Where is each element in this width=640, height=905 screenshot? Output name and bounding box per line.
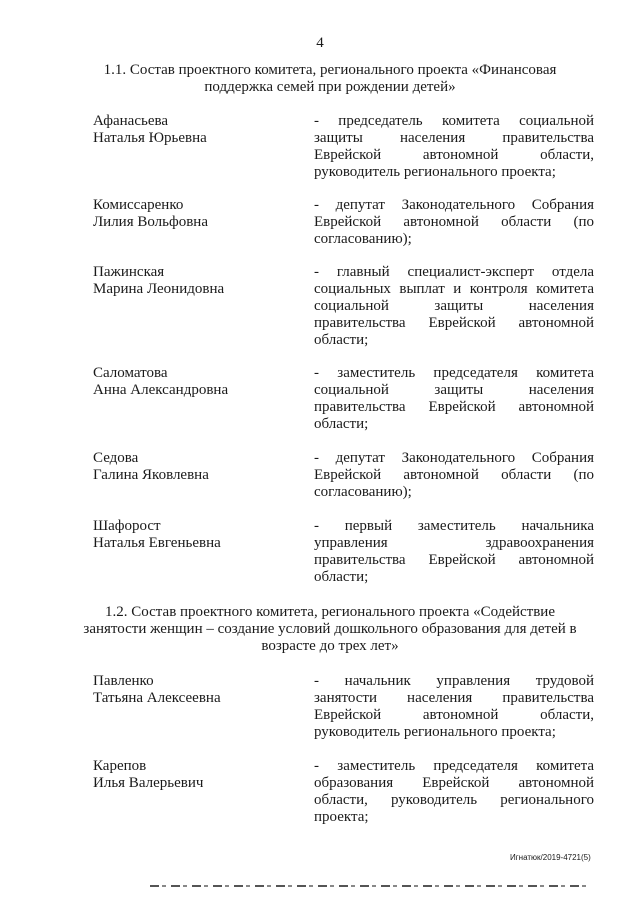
member-role: [314, 450, 594, 501]
heading-line: 1.1. Состав проектного комитета, регионального проекта «Финансовая: [103, 62, 557, 78]
member-name: [93, 365, 303, 399]
role-line: - депутат Законодательного Собрания: [314, 197, 594, 213]
given-names: Галина Яковлевна: [93, 467, 209, 483]
role-line: правительства Еврейской автономной: [314, 552, 594, 568]
surname: Саломатова: [93, 365, 168, 381]
member-name: [93, 673, 303, 707]
role-line: согласованию);: [314, 484, 412, 500]
surname: Павленко: [93, 673, 154, 689]
given-names: Наталья Юрьевна: [93, 130, 207, 146]
role-line: руководитель регионального проекта;: [314, 164, 556, 180]
role-line: согласованию);: [314, 231, 412, 247]
given-names: Анна Александровна: [93, 382, 229, 398]
role-line: области;: [314, 332, 369, 348]
heading-line: 1.2. Состав проектного комитета, регионального проекта «Содействие: [105, 604, 555, 620]
member-name: [93, 758, 303, 792]
given-names: Илья Валерьевич: [93, 775, 204, 791]
given-names: Татьяна Алексеевна: [93, 690, 221, 706]
role-line: занятости населения правительства: [314, 690, 594, 706]
page-number: 4: [316, 35, 324, 51]
heading-line: занятости женщин – создание условий дошкольного образования для детей в: [83, 621, 577, 637]
surname: Афанасьева: [93, 113, 169, 129]
section-heading: [70, 604, 590, 655]
role-line: Еврейской автономной области (по: [314, 214, 594, 230]
member-name: [93, 264, 303, 298]
member-name: [93, 113, 303, 147]
role-line: социальных выплат и контроля комитета: [314, 281, 594, 297]
member-role: [314, 264, 594, 349]
role-line: образования Еврейской автономной: [314, 775, 594, 791]
role-line: Еврейской автономной области,: [314, 707, 594, 723]
given-names: Марина Леонидовна: [93, 281, 225, 297]
member-name: [93, 197, 303, 231]
member-role: [314, 365, 594, 433]
section-heading: [70, 62, 590, 96]
role-line: - первый заместитель начальника: [314, 518, 594, 534]
role-line: области;: [314, 416, 369, 432]
member-name: [93, 518, 303, 552]
surname: Комиссаренко: [93, 197, 184, 213]
given-names: Лилия Вольфовна: [93, 214, 208, 230]
role-line: - заместитель председателя комитета: [314, 758, 594, 774]
role-line: области;: [314, 569, 369, 585]
heading-line: возрасте до трех лет»: [261, 638, 399, 654]
member-role: [314, 673, 594, 741]
member-role: [314, 113, 594, 181]
role-line: - депутат Законодательного Собрания: [314, 450, 594, 466]
role-line: Еврейской автономной области,: [314, 147, 594, 163]
member-role: [314, 197, 594, 248]
role-line: руководитель регионального проекта;: [314, 724, 556, 740]
role-line: управления здравоохранения: [314, 535, 594, 551]
member-name: [93, 450, 303, 484]
surname: Пажинская: [93, 264, 165, 280]
role-line: - председатель комитета социальной: [314, 113, 594, 129]
role-line: области, руководитель регионального: [314, 792, 594, 808]
surname: Седова: [93, 450, 139, 466]
surname: Карепов: [93, 758, 147, 774]
role-line: социальной защиты населения: [314, 298, 594, 314]
member-role: [314, 758, 594, 826]
role-line: социальной защиты населения: [314, 382, 594, 398]
role-line: - начальник управления трудовой: [314, 673, 594, 689]
scan-artifact-line: [150, 885, 590, 887]
member-role: [314, 518, 594, 586]
heading-line: поддержка семей при рождении детей»: [204, 79, 456, 95]
role-line: правительства Еврейской автономной: [314, 399, 594, 415]
role-line: - заместитель председателя комитета: [314, 365, 594, 381]
role-line: Еврейской автономной области (по: [314, 467, 594, 483]
role-line: защиты населения правительства: [314, 130, 594, 146]
role-line: проекта;: [314, 809, 369, 825]
role-line: - главный специалист-эксперт отдела: [314, 264, 594, 280]
surname: Шафорост: [93, 518, 161, 534]
role-line: правительства Еврейской автономной: [314, 315, 594, 331]
given-names: Наталья Евгеньевна: [93, 535, 221, 551]
document-code: Игнатюк/2019-4721(5): [510, 853, 591, 862]
